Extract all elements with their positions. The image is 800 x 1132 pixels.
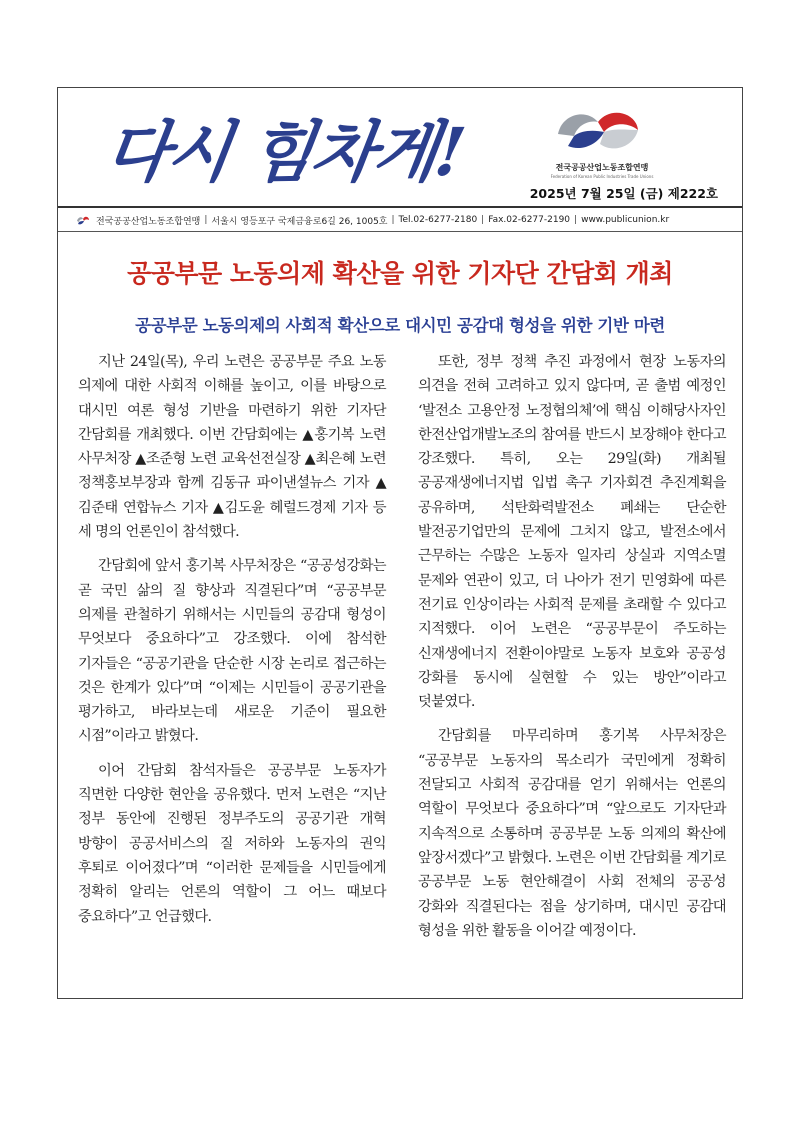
contact-separator: | [574, 215, 578, 225]
contact-bar [58, 209, 742, 231]
contact-separator: | [391, 215, 395, 225]
article-paragraph: 간담회를 마무리하며 홍기복 사무처장은 “공공부문 노동자의 목소리가 국민에게 정확히 전달되고 사회적 공감대를 얻기 위해서는 언론의 역할이 무엇보다 중요하다”며 “앞으로도 기자단과 지속적으로 소통하며 공공부문 노동 의제의 확산에 앞장서겠다”고 밝혔다. 노련은 이번 간담회를 계기로 공공부문 노동 현안해결이 사회 전체의 공공성 강화와 직결된다는 점을 상기하며, 대시민 공감대 형성을 위한 활동을 이어갈 예정이다. [418, 728, 726, 939]
contact-org: 전국공공산업노동조합연맹 [96, 216, 201, 227]
union-name: 전국공공산업노동조합연맹 [555, 163, 649, 172]
article-paragraph: 또한, 정부 정책 추진 과정에서 현장 노동자의 의견을 전혀 고려하고 있지 않다며, 곧 출범 예정인 ‘발전소 고용안정 노정협의체’에 핵심 이해당사자인 한전산업개발노조의 참여를 반드시 보장해야 한다고 강조했다. 특히, 오는 29일(화) 개최될 공공재생에너지법 입법 촉구 기자회견 추진계획을 공유하며, 석탄화력발전소 폐쇄는 단순한 발전공기업만의 문제에 그치지 않고, 발전소에서 근무하는 수많은 노동자 일자리 상실과 지역소멸 문제와 연관이 있고, 더 나아가 전기 민영화에 따른 전기료 인상이라는 사회적 문제를 초래할 수 있다고 지적했다. 이어 노련은 “공공부문이 주도하는 신재생에너지 전환이야말로 노동자 보호와 공공성 강화를 동시에 실현할 수 있는 방안”이라고 덧붙였다. [418, 354, 726, 711]
contact-tel: Tel.02-6277-2180 [398, 215, 478, 225]
article-headline: 공공부문 노동의제 확산을 위한 기자단 간담회 개최 [127, 259, 673, 288]
contact-fax: Fax.02-6277-2190 [488, 215, 571, 225]
newsletter-title: 다시 힘차게! [100, 113, 469, 191]
masthead-rule [58, 206, 742, 208]
contact-address: 서울시 영등포구 국제금융로6길 26, 1005호 [211, 216, 388, 227]
masthead [58, 88, 742, 206]
newsletter-title-logo [100, 100, 526, 204]
article-column-right [418, 350, 726, 953]
mini-emblem-icon [76, 215, 90, 225]
union-emblem-icon [548, 100, 648, 160]
article-subheadline: 공공부문 노동의제의 사회적 확산으로 대시민 공감대 형성을 위한 기반 마련 [135, 316, 665, 335]
article-paragraph: 지난 24일(목), 우리 노련은 공공부문 주요 노동 의제에 대한 사회적 이해를 높이고, 이를 바탕으로 대시민 여론 형성 기반을 마련하기 위한 기자단 간담회를 개최했다. 이번 간담회에는 ▲홍기복 노련 사무처장 ▲조준형 노련 교육선전실장 ▲최은혜 노련 정책홍보부장과 함께 김동규 파이낸셜뉴스 기자 ▲김준태 연합뉴스 기자 ▲김도윤 헤럴드경제 기자 등 세 명의 언론인이 참석했다. [78, 354, 386, 541]
article-paragraph: 이어 간담회 참석자들은 공공부문 노동자가 직면한 다양한 현안을 공유했다. 먼저 노련은 “지난 정부 동안에 진행된 정부주도의 공공기관 개혁 방향이 공공서비스의 질 저하와 노동자의 권익 후퇴로 이어졌다”며 “이러한 문제들을 시민들에게 정확히 알리는 언론의 역할이 그 어느 때보다 중요하다”고 언급했다. [78, 762, 386, 925]
article-column-left [78, 350, 386, 939]
newsletter-page [57, 87, 743, 999]
contact-separator: | [204, 215, 208, 225]
article-paragraph: 간담회에 앞서 홍기복 사무처장은 “공공성강화는 곧 국민 삶의 질 향상과 직결된다”며 “공공부문 의제를 관철하기 위해서는 시민들의 공감대 형성이 무엇보다 중요하다”고 강조했다. 이에 참석한 기자들은 “공공기관을 단순한 시장 논리로 접근하는 것은 한계가 있다”며 “이제는 시민들이 공공기관을 평가하고, 바라보는데 새로운 기준이 필요한 시점”이라고 밝혔다. [78, 558, 386, 745]
contact-rule [58, 231, 742, 232]
contact-separator: | [481, 215, 485, 225]
issue-date: 2025년 7월 25일 (금) 제222호 [529, 186, 718, 201]
union-english-name: Federation of Korean Public Industries Trade Unions [550, 174, 654, 179]
contact-website[interactable]: www.publicunion.kr [581, 215, 670, 225]
